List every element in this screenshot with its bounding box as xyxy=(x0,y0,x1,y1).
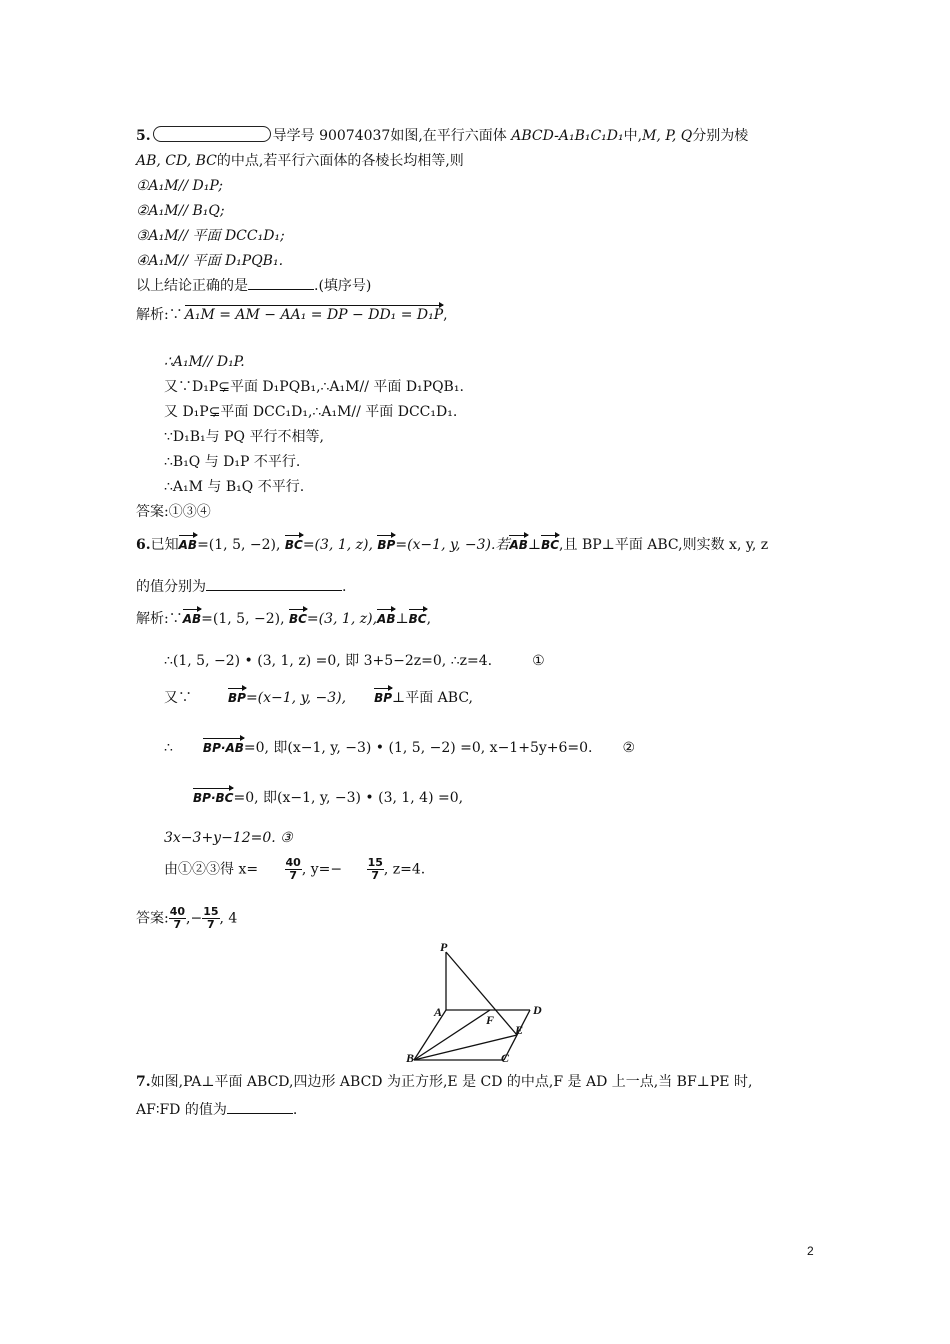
label-b: B xyxy=(406,1051,415,1062)
q5-option-4: ④A₁M// 平面 D₁PQB₁. xyxy=(136,253,284,269)
q5-line1 xyxy=(136,126,748,145)
fraction-y: $\frac{15}{7}$ xyxy=(367,856,383,882)
q6-sol-l1: ∴(1, 5, −2) • (3, 1, z) =0, 即 3+5−2z=0, ∴z=4. xyxy=(164,653,493,669)
sol-vector-ab-2: AB xyxy=(377,608,395,625)
q7-ask-end: . xyxy=(292,1102,298,1118)
fraction-x: $\frac{40}{7}$ xyxy=(285,856,301,882)
q7-answer-blank[interactable] xyxy=(227,1101,293,1114)
label-c: C xyxy=(501,1051,510,1062)
label-p: P xyxy=(440,940,448,954)
q6-solution-header xyxy=(136,608,431,628)
sol-tail: , xyxy=(426,611,432,627)
q6-number: 6. xyxy=(136,537,151,553)
q5-stem: 如图,在平行六面体 xyxy=(390,128,507,144)
q6-l2-mid: =(x−1, y, −3), xyxy=(245,690,347,706)
q5-solid2: -A₁B₁C₁D₁ xyxy=(554,128,624,144)
q6-l6-y: , y=− xyxy=(301,861,343,878)
segment-bf xyxy=(414,1010,490,1060)
q5-step-2: 又∵D₁P⊊平面 D₁PQB₁,∴A₁M// 平面 D₁PQB₁. xyxy=(164,379,464,395)
q5-mpq: M, P, Q xyxy=(642,128,693,144)
q5-answer-blank[interactable] xyxy=(248,277,314,290)
sol-vector-bc-2: BC xyxy=(409,608,427,625)
q6-sol-line2 xyxy=(164,687,473,707)
marker-1: ① xyxy=(532,653,545,669)
answer-fraction-y: $\frac{15}{7}$ xyxy=(203,905,219,931)
q5-edges: AB, CD, BC xyxy=(136,153,217,169)
guide-badge xyxy=(153,126,271,142)
sol-vector-ab: AB xyxy=(183,608,201,625)
q5-ask-text: 以上结论正确的是 xyxy=(136,278,248,294)
q6-known: 已知 xyxy=(150,537,179,553)
answer-fraction-x: $\frac{40}{7}$ xyxy=(169,905,186,931)
q5-step-4: ∵D₁B₁与 PQ 平行不相等, xyxy=(164,429,324,445)
q7-line1 xyxy=(136,1073,752,1091)
dot-bp-bc: BP·BC xyxy=(193,787,233,804)
q5-vector-equation: A₁M = AM − AA₁ = DP − DD₁ = D₁P xyxy=(185,304,443,322)
label-e: E xyxy=(515,1023,524,1037)
q6-bc-value: =(3, 1, z), xyxy=(302,537,373,553)
q6-answer: 答案: $\frac{40}{7}$ ,− $\frac{15}{7}$ , 4 xyxy=(136,905,238,931)
q5-step-1: ∴A₁M// D₁P. xyxy=(164,354,245,370)
q6-bp-value: =(x−1, y, −3).若 xyxy=(395,537,510,553)
q5-step-5: ∴B₁Q 与 D₁P 不平行. xyxy=(164,454,301,470)
q5-step-6: ∴A₁M 与 B₁Q 不平行. xyxy=(164,479,305,495)
q5-ask xyxy=(136,277,371,295)
q5-stem3: 分别为棱 xyxy=(692,128,749,144)
dot-bp-ab: BP·AB xyxy=(203,737,244,754)
q5-number: 5. xyxy=(136,128,151,144)
q5-ask-post: .(填序号) xyxy=(314,278,372,294)
q6-condition: ,且 BP⊥平面 ABC,则实数 x, y, z xyxy=(559,537,769,553)
sol-bc-value: =(3, 1, z), xyxy=(306,611,378,627)
q5-option-2: ②A₁M// B₁Q; xyxy=(136,203,225,219)
q7-ask: AF∶FD 的值为 xyxy=(136,1102,227,1118)
label-a: A xyxy=(434,1005,443,1019)
q6-l6-z: , z=4. xyxy=(383,861,426,878)
q7-number: 7. xyxy=(136,1074,151,1090)
q5-guide: 导学号 90074037 xyxy=(272,128,391,144)
q5-stem2: 中, xyxy=(623,128,643,144)
page-number: 2 xyxy=(807,1244,814,1258)
q6-sol-line1 xyxy=(164,652,545,670)
q6-l6-pre: 由①②③得 x= xyxy=(164,861,259,878)
q7-stem: 如图,PA⊥平面 ABCD,四边形 ABCD 为正方形,E 是 CD 的中点,F 是 AD 上一点,当 BF⊥PE 时, xyxy=(150,1074,753,1090)
marker-2: ② xyxy=(622,740,636,756)
sol-ab-value: =(1, 5, −2), xyxy=(201,611,285,627)
q5-option-3: ③A₁M// 平面 DCC₁D₁; xyxy=(136,228,285,244)
q5-option-1: ①A₁M// D₁P; xyxy=(136,178,223,194)
perp-symbol: ⊥ xyxy=(527,537,542,553)
sol-vector-bp: BP xyxy=(228,687,246,704)
q6-ask-end: . xyxy=(342,579,347,595)
q6-l3-mid: =0, 即(x−1, y, −3) • (1, 5, −2) =0, x−1+5y+6=0. xyxy=(243,740,593,756)
q5-solid: ABCD xyxy=(511,128,555,144)
q5-solution-label: 解析:∵ xyxy=(136,307,183,323)
label-f: F xyxy=(486,1013,495,1027)
q6-sol-line5: 3x−3+y−12=0. ③ xyxy=(164,830,293,846)
sol-vector-bp-2: BP xyxy=(374,687,392,704)
vector-ab-perp: AB xyxy=(509,534,527,551)
q5-line2 xyxy=(136,152,464,170)
q6-sol-line4 xyxy=(193,787,463,807)
q6-l2-pre: 又∵ xyxy=(164,690,192,706)
q5-solution-header: 解析:∵ A₁M = AM − AA₁ = DP − DD₁ = D₁P, xyxy=(136,304,448,324)
geometry-figure xyxy=(400,938,560,1062)
q6-answer-label: 答案: xyxy=(136,910,169,927)
sol-vector-bc: BC xyxy=(289,608,307,625)
q5-stem4: 的中点,若平行六面体的各棱长均相等,则 xyxy=(216,153,464,169)
q6-line1 xyxy=(136,534,768,554)
vector-ab: AB xyxy=(179,534,197,551)
label-d: D xyxy=(533,1003,542,1017)
vector-bp: BP xyxy=(377,534,395,551)
q5-answer: 答案:①③④ xyxy=(136,504,211,520)
segment-pe xyxy=(446,952,517,1035)
q6-sol-line3 xyxy=(164,737,635,757)
q6-ask: 的值分别为 xyxy=(136,579,206,595)
q6-line2 xyxy=(136,578,346,596)
q6-answer-blank[interactable] xyxy=(206,578,342,591)
q6-sol-line6 xyxy=(164,857,425,882)
sol-perp: ⊥ xyxy=(395,611,409,627)
vector-bc: BC xyxy=(285,534,303,551)
q6-solution-label: 解析:∵ xyxy=(136,611,183,627)
q7-line2 xyxy=(136,1101,297,1119)
q6-ab-value: =(1, 5, −2), xyxy=(197,537,281,553)
q6-l2-end: ⊥平面 ABC, xyxy=(392,690,473,706)
vector-bc-perp: BC xyxy=(541,534,559,551)
q6-l4-mid: =0, 即(x−1, y, −3) • (3, 1, 4) =0, xyxy=(233,790,464,806)
q5-step-3: 又 D₁P⊊平面 DCC₁D₁,∴A₁M// 平面 DCC₁D₁. xyxy=(164,404,458,420)
q6-l3-pre: ∴ xyxy=(164,740,173,756)
